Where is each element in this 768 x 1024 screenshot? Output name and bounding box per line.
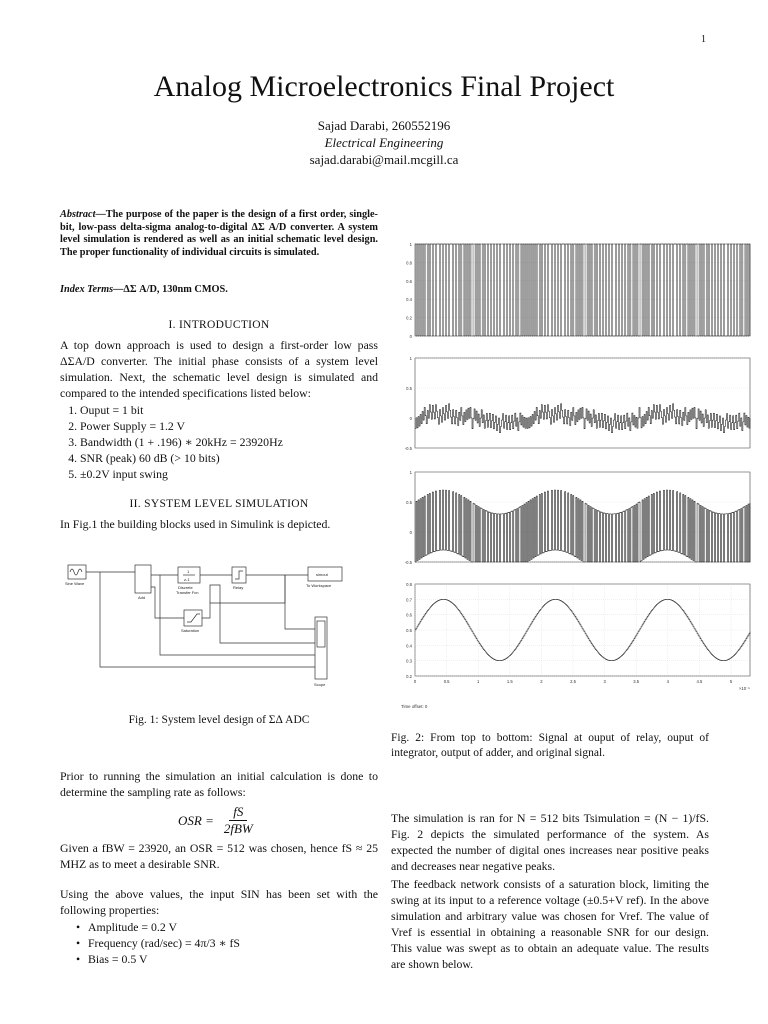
y-tick-label: -0.5 <box>404 446 412 451</box>
to-workspace-label: To Workspace <box>306 583 332 588</box>
y-tick-label: 0.5 <box>406 386 412 391</box>
y-tick-label: 0.7 <box>406 597 412 603</box>
y-tick-label: 1 <box>409 470 412 475</box>
osr-numerator: fS <box>229 804 247 821</box>
y-tick-label: 0.4 <box>406 643 412 649</box>
scope-label: Scope <box>314 682 326 687</box>
sine-wave-block <box>68 565 86 579</box>
section-heading-2: II. SYSTEM LEVEL SIMULATION <box>129 498 309 510</box>
y-tick-label: 0.5 <box>406 628 412 633</box>
author-email: sajad.darabi@mail.mcgill.ca <box>309 152 459 167</box>
y-tick-label: 0.5 <box>406 500 412 505</box>
plot-frame <box>415 472 750 562</box>
simulation-paragraph: The simulation is ran for N = 512 bits Tsimulation = (N − 1)/fS. Fig. 2 depicts the simulated performance of the system. As expected the number of digital ones increases near positive peaks and decreases near negative peaks. <box>391 811 709 873</box>
list-item: 2. Power Supply = 1.2 V <box>80 418 380 434</box>
x-tick-label: 1 <box>477 679 480 684</box>
y-tick-label: 0.6 <box>406 278 412 284</box>
list-item: 1. Ouput = 1 bit <box>80 402 380 418</box>
x-exponent-label: ×10⁻⁵ <box>738 686 750 691</box>
abstract-text: —The purpose of the paper is the design of a first order, single-bit, low-pass delta-sigma analog-to-digital ΔΣ A/D converter. A system level simulation is rendered as well as an initial schematic level design. The proper functionality of individual circuits is simulated. <box>60 209 378 258</box>
x-tick-label: 5 <box>729 679 733 684</box>
list-item: • Amplitude = 0.2 V <box>88 919 388 935</box>
x-tick-label: 4.5 <box>696 679 703 684</box>
x-tick-label: 2 <box>540 679 543 684</box>
osr-lhs: OSR = <box>178 812 214 828</box>
index-terms <box>60 283 378 296</box>
x-tick-label: 0 <box>413 679 417 684</box>
index-terms-label: Index Terms <box>60 284 114 295</box>
section2-paragraph: In Fig.1 the building blocks used in Simulink is depicted. <box>60 517 331 531</box>
relay-label: Relay <box>233 585 244 590</box>
x-tick-label: 4 <box>666 679 670 684</box>
add-label: Add <box>138 595 146 600</box>
fig2-caption: Fig. 2: From top to bottom: Signal at ouput of relay, ouput of integrator, output of adder, and original signal. <box>391 732 709 759</box>
saturation-label: Saturation <box>181 628 200 633</box>
list-item: • Bias = 0.5 V <box>88 951 388 967</box>
author-department: Electrical Engineering <box>324 135 444 150</box>
y-tick-label: 0 <box>409 334 412 339</box>
x-tick-label: 1.5 <box>506 679 513 684</box>
index-terms-text: —ΔΣ A/D, 130nm CMOS. <box>113 284 228 295</box>
osr-equation <box>178 804 257 837</box>
section-heading-1: I. INTRODUCTION <box>168 319 270 331</box>
tf-denominator: z-1 <box>184 577 190 582</box>
y-tick-label: 0.8 <box>406 260 412 266</box>
tf-label-2: Transfer Fcn <box>176 590 199 595</box>
section-title-1: INTRODUCTION <box>179 319 270 331</box>
osr-fraction <box>220 804 257 837</box>
simulink-diagram <box>60 555 370 705</box>
list-item: 4. SNR (peak) 60 dB (> 10 bits) <box>80 450 380 466</box>
x-tick-label: 0.5 <box>443 679 450 684</box>
x-tick-label: 3.5 <box>633 679 640 684</box>
sin-paragraph: Using the above values, the input SIN has been set with the following properties: <box>60 887 378 917</box>
y-tick-label: 0.3 <box>406 658 412 664</box>
x-tick-label: 2.5 <box>570 679 576 684</box>
y-tick-label: 1 <box>409 356 412 361</box>
saturation-block <box>184 610 202 626</box>
sin-property-list <box>74 919 388 967</box>
y-tick-label: 0.2 <box>406 315 412 321</box>
y-tick-label: 1 <box>409 242 412 247</box>
section-title-2: SYSTEM LEVEL SIMULATION <box>144 498 309 510</box>
given-paragraph: Given a fBW = 23920, an OSR = 512 was chosen, hence fS ≈ 25 MHZ as to meet a desirable SNR. <box>60 841 378 871</box>
tf-numerator: 1 <box>187 569 190 574</box>
x-tick-label: 3 <box>603 679 606 684</box>
page-number: 1 <box>701 34 706 45</box>
list-item: 5. ±0.2V input swing <box>80 466 380 482</box>
tf-label-1: Discrete <box>178 585 193 590</box>
paper-title: Analog Microelectronics Final Project <box>153 70 615 103</box>
spec-list <box>60 402 380 482</box>
plot-frame <box>415 244 750 336</box>
fig1-caption: Fig. 1: System level design of ΣΔ ADC <box>128 714 310 726</box>
author-name: Sajad Darabi, 260552196 <box>317 118 451 133</box>
y-tick-label: 0.6 <box>406 612 412 618</box>
time-offset-label: Time offset: 0 <box>401 704 428 709</box>
y-tick-label: 0 <box>409 416 412 421</box>
y-tick-label: 0.2 <box>406 674 412 679</box>
sine-wave-label: Sine Wave <box>65 581 85 586</box>
add-block <box>135 565 151 593</box>
intro-paragraph: A top down approach is used to design a first-order low pass ΔΣA/D converter. The initial phase consists of a system level simulation. Next, the schematic level design is simulated and compared to the intended specifications listed below: <box>60 338 378 400</box>
osr-intro-paragraph: Prior to running the simulation an initial calculation is done to determine the sampling rate as follows: <box>60 769 378 799</box>
y-tick-label: 0.8 <box>406 582 412 587</box>
abstract-label: Abstract <box>60 209 96 220</box>
plot-frame <box>415 358 750 448</box>
list-item: • Frequency (rad/sec) = 4π/3 ∗ fS <box>88 935 388 951</box>
y-tick-label: -0.5 <box>404 560 412 565</box>
fig2-plots <box>393 240 758 720</box>
abstract <box>60 209 378 259</box>
author-block <box>0 117 768 168</box>
y-tick-label: 0.4 <box>406 297 412 303</box>
feedback-paragraph: The feedback network consists of a saturation block, limiting the swing at its input to a reference voltage (±0.5+V ref). In the above simulation and arbitrary value was chosen for Vref. The value of Vref is essential in obtaining a reasonable SNR for our design. This value was swept as to obtain an adequate value. The results are shown below. <box>391 877 709 971</box>
y-tick-label: 0 <box>409 530 412 535</box>
osr-denominator: 2fBW <box>223 821 253 836</box>
out-block-text: simout <box>316 572 328 577</box>
list-item: 3. Bandwidth (1 + .196) ∗ 20kHz = 23920Hz <box>80 434 380 450</box>
